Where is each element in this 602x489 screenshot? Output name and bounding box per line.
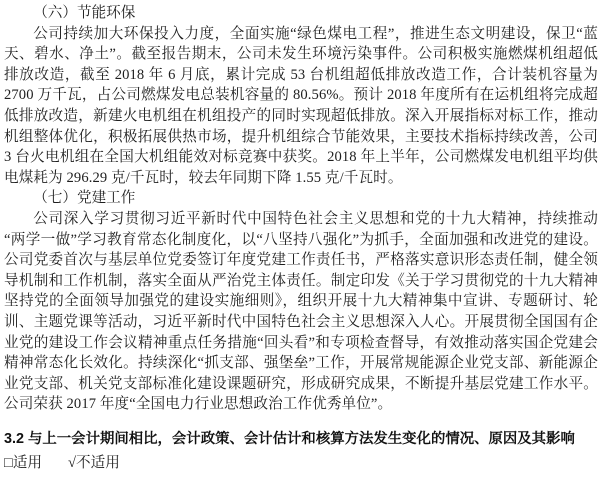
option-applicable [4,453,42,474]
checkmark-icon: √ [68,454,77,471]
option-not-applicable-label: 不适用 [76,454,120,471]
section-heading-party-building: （七）党建工作 [33,190,136,207]
applicability-row [4,453,598,474]
option-not-applicable [68,453,120,474]
option-applicable-label: 适用 [12,454,43,471]
section-heading-energy-environment: （六）节能环保 [33,5,136,21]
checkbox-empty-icon: □ [4,454,13,471]
section-body-energy-environment: 公司持续加大环保投入力度，全面实施“绿色煤电工程”，推进生态文明建设，保卫“蓝天、碧水、净土”。截至报告期末，公司未发生环境污染事件。公司积极实施燃煤机组超低排放改造，截至 2018 年 6 月底，累计完成 53 台机组超低排放改造工作，合计装机容量为 2700 万千瓦，占公司燃煤发电总装机容量的 80.56%。预计 2018 年度所有在运机组将完成超低排放改造，新建火电机组在机组投产的同时实现超低排放。深入开展指标对标工作，推动机组整体优化，积极拓展供热市场，提升机组综合节能效果，主要技术指标持续改善，公司 3 台火电机组在全国大机组能效对标竞赛中获奖。2018 年上半年，公司燃煤发电机组平均供电煤耗为 296.29 克/千瓦时，较去年同期下降 1.55 克/千瓦时。 [4,25,598,186]
subsection-heading-accounting-policy-changes: 3.2 与上一会计期间相比，会计政策、会计估计和核算方法发生变化的情况、原因及其影响 [4,430,575,447]
section-body-party-building: 公司深入学习贯彻习近平新时代中国特色社会主义思想和党的十九大精神，持续推动“两学一做”学习教育常态化制度化，以“八坚持八强化”为抓手，全面加强和改进党的建设。公司党委首次与基层单位党委签订年度党建工作责任书，严格落实意识形态责任制，健全领导机制和工作机制，落实全面从严治党主体责任。制定印发《关于学习贯彻党的十九大精神坚持党的全面领导加强党的建设实施细则》，组织开展十九大精神集中宣讲、专题研讨、轮训、主题党课等活动，习近平新时代中国特色社会主义思想深入人心。开展贯彻全国国有企业党的建设工作会议精神重点任务措施“回头看”和专项检查督导，有效推动落实国企党建会精神常态化长效化。持续深化“抓支部、强堡垒”工作，开展常规能源企业党支部、新能源企业党支部、机关党支部标准化建设课题研究，形成研究成果，不断提升基层党建工作水平。公司荣获 2017 年度“全国电力行业思想政治工作优秀单位”。 [4,210,598,413]
